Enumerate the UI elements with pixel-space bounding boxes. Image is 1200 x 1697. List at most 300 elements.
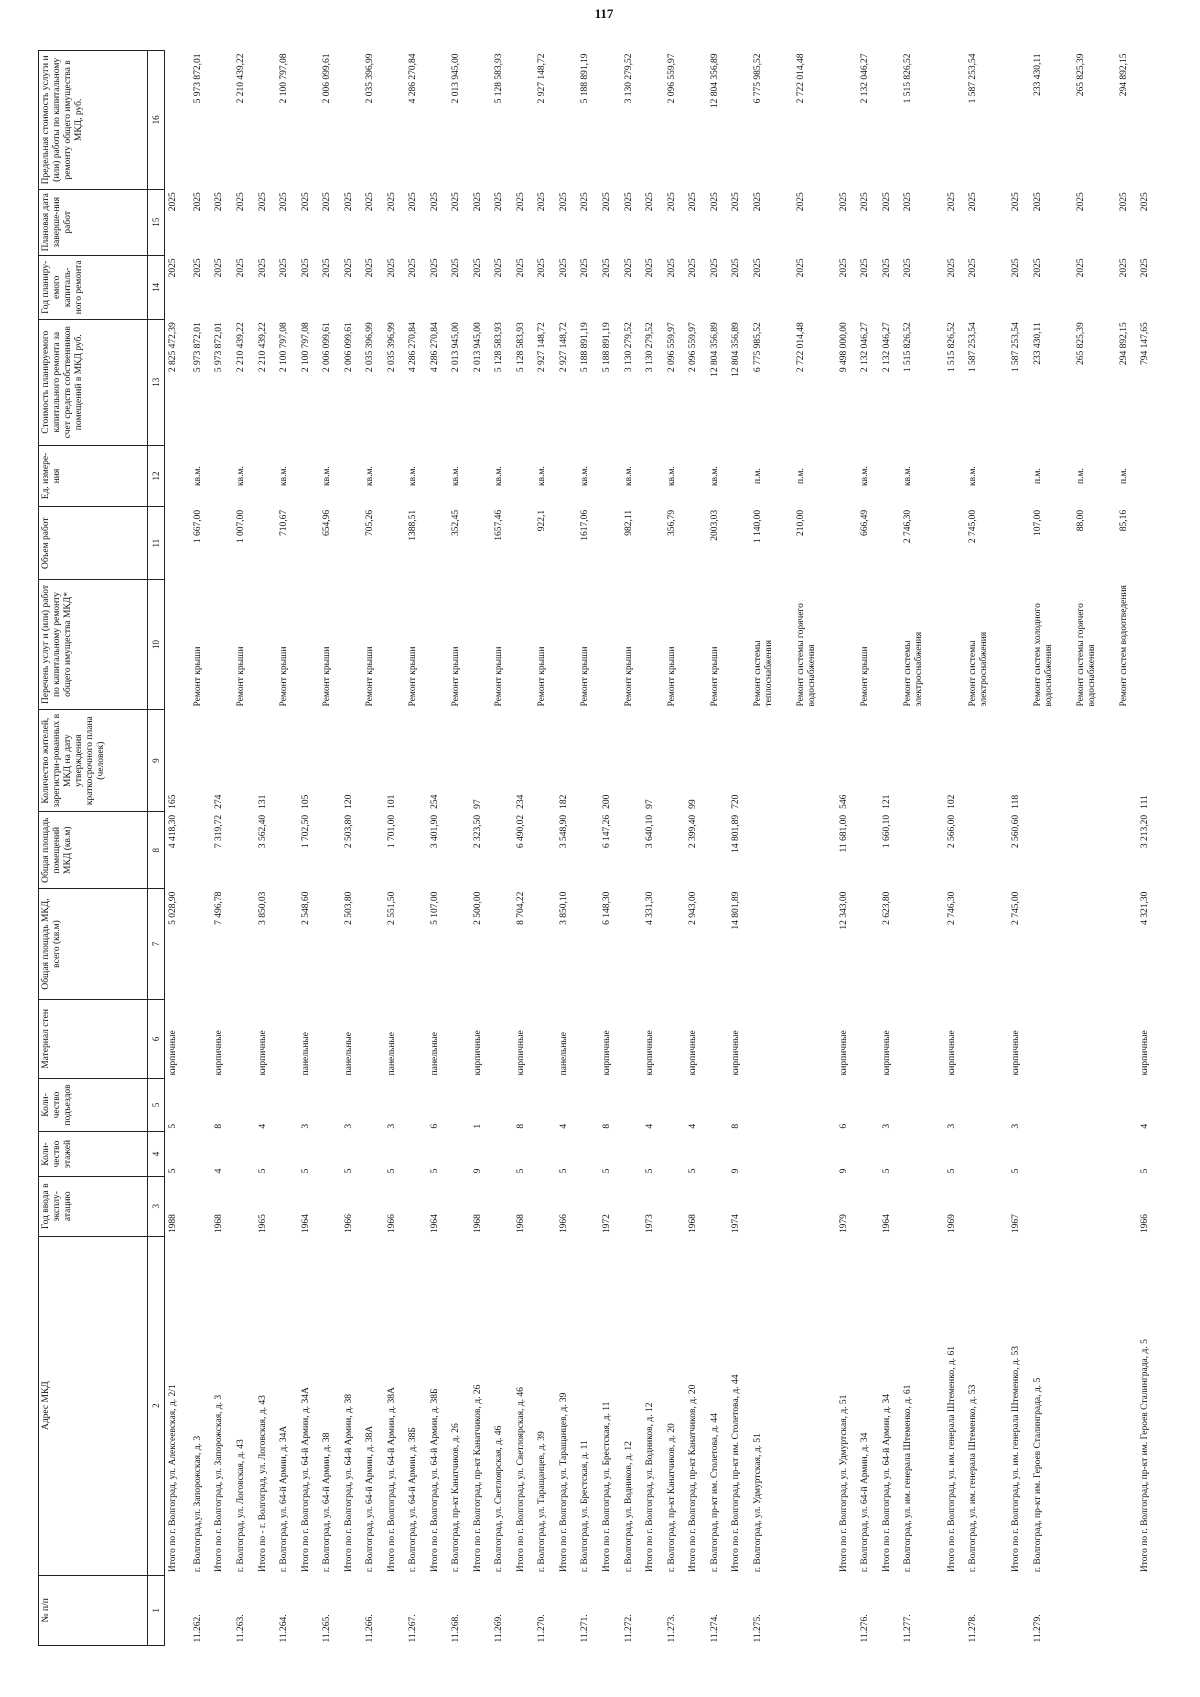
cell-work-type: Ремонт системы электроснабжения bbox=[903, 631, 925, 707]
cell-floors: 5 bbox=[645, 1168, 656, 1174]
cell-max-cost: 2 132 046,27 bbox=[860, 53, 871, 104]
cell-repair-year: 2025 bbox=[1140, 258, 1151, 278]
table-row bbox=[408, 51, 430, 1646]
cell-max-cost bbox=[516, 51, 538, 190]
cell-total-area bbox=[365, 889, 387, 1000]
cell-commission-year bbox=[494, 1176, 516, 1236]
cell-entrances bbox=[365, 1078, 387, 1131]
cell-commission-year: 1967 bbox=[1011, 1214, 1022, 1234]
cell-premises-area bbox=[322, 812, 344, 889]
cell-completion-year: 2025 bbox=[838, 192, 849, 212]
cell-repair-year: 2025 bbox=[623, 258, 634, 278]
cell-unit: п.м. bbox=[795, 468, 806, 484]
cell-row-number: 11.273. bbox=[666, 1614, 677, 1643]
cell-cost: 2 013 945,00 bbox=[472, 322, 483, 373]
table-row bbox=[365, 51, 387, 1646]
cell-work-volume: 2003,03 bbox=[709, 509, 720, 541]
cell-work-type bbox=[301, 579, 323, 709]
cell-unit: кв.м. bbox=[408, 466, 419, 486]
cell-row-number: 11.267. bbox=[408, 1614, 419, 1643]
cell-address: г. Волгоград, ул. Водников, д. 12 bbox=[623, 1441, 634, 1573]
cell-row-number: 11.262. bbox=[192, 1614, 203, 1643]
cell-total-area: 2 943,00 bbox=[688, 891, 699, 925]
cell-total-area: 5 107,00 bbox=[429, 891, 440, 925]
cell-work-type bbox=[430, 579, 452, 709]
total-row bbox=[344, 51, 366, 1646]
cell-floors bbox=[365, 1132, 387, 1177]
cell-wall-material bbox=[1033, 999, 1076, 1078]
cell-cost: 2 035 396,99 bbox=[365, 322, 376, 373]
cell-work-volume: 85,16 bbox=[1118, 509, 1129, 532]
cell-entrances: 3 bbox=[881, 1123, 892, 1129]
cell-max-cost bbox=[473, 51, 495, 190]
cell-total-area bbox=[1033, 889, 1076, 1000]
cell-cost: 5 188 891,19 bbox=[602, 322, 613, 373]
cell-row-number bbox=[258, 1575, 280, 1645]
cell-completion-year: 2025 bbox=[1032, 192, 1043, 212]
total-row bbox=[882, 51, 904, 1646]
cell-entrances bbox=[451, 1078, 473, 1131]
table-row bbox=[1119, 51, 1141, 1646]
cell-total-area bbox=[1076, 889, 1119, 1000]
cell-unit bbox=[731, 445, 753, 507]
cell-row-number: 11.269. bbox=[494, 1614, 505, 1643]
cell-residents: 97 bbox=[472, 799, 483, 809]
cell-entrances bbox=[408, 1078, 430, 1131]
cell-commission-year: 1965 bbox=[257, 1214, 268, 1234]
cell-work-volume: 710,67 bbox=[279, 509, 290, 537]
cell-commission-year bbox=[279, 1176, 301, 1236]
capital-repair-table bbox=[38, 50, 1162, 1646]
cell-address: Итого по г. Волгоград, пр-кт им. Столетова, д. 44 bbox=[731, 1374, 742, 1573]
cell-address: г. Волгоград, ул. Светлоярская, д. 46 bbox=[494, 1425, 505, 1573]
column-number-15: 15 bbox=[148, 189, 165, 255]
cell-unit bbox=[1011, 445, 1033, 507]
cell-unit bbox=[882, 445, 904, 507]
cell-work-type bbox=[473, 579, 495, 709]
cell-floors bbox=[903, 1132, 946, 1177]
column-number-row bbox=[148, 51, 165, 1646]
cell-work-volume: 1657,46 bbox=[494, 509, 505, 541]
cell-work-volume: 2 746,30 bbox=[903, 509, 914, 544]
cell-row-number bbox=[731, 1575, 753, 1645]
cell-residents: 274 bbox=[214, 794, 225, 809]
cell-wall-material bbox=[279, 999, 301, 1078]
cell-residents bbox=[903, 709, 946, 811]
cell-cost: 12 804 356,89 bbox=[709, 322, 720, 377]
cell-work-volume bbox=[731, 507, 753, 580]
cell-wall-material: панельные bbox=[343, 1031, 354, 1076]
cell-total-area bbox=[494, 889, 516, 1000]
cell-total-area: 12 343,00 bbox=[838, 891, 849, 930]
cell-address bbox=[796, 1236, 839, 1575]
cell-work-type: Ремонт систем водоотведения bbox=[1118, 585, 1129, 707]
cell-wall-material: кирпичные bbox=[168, 1030, 178, 1076]
total-row bbox=[387, 51, 409, 1646]
cell-entrances bbox=[322, 1078, 344, 1131]
cell-premises-area: 1 701,00 bbox=[386, 814, 397, 849]
cell-floors: 9 bbox=[731, 1168, 742, 1174]
cell-wall-material: кирпичные bbox=[602, 1030, 613, 1076]
cell-cost: 2 096 559,97 bbox=[666, 322, 677, 373]
table-row bbox=[193, 51, 215, 1646]
cell-address: Итого по г. Волгоград, ул. им. генерала Штеменко, д. 61 bbox=[946, 1346, 957, 1573]
cell-wall-material: кирпичные bbox=[731, 1030, 742, 1076]
cell-floors: 5 bbox=[1140, 1168, 1151, 1174]
cell-unit: кв.м. bbox=[709, 466, 720, 486]
cell-work-type bbox=[1140, 579, 1162, 709]
cell-repair-year: 2025 bbox=[192, 258, 203, 278]
cell-commission-year: 1988 bbox=[168, 1214, 178, 1234]
cell-premises-area bbox=[494, 812, 516, 889]
cell-repair-year: 2025 bbox=[343, 258, 354, 278]
cell-completion-year: 2025 bbox=[903, 192, 914, 212]
column-number-9: 9 bbox=[148, 709, 165, 811]
cell-address: г. Волгоград, пр-кт Канатчиков, д. 20 bbox=[666, 1423, 677, 1573]
cell-cost: 2 100 797,08 bbox=[279, 322, 290, 373]
cell-unit: кв.м. bbox=[365, 466, 376, 486]
cell-work-volume: 1617,06 bbox=[580, 509, 591, 541]
cell-completion-year: 2025 bbox=[1011, 192, 1022, 212]
cell-residents: 120 bbox=[343, 794, 354, 809]
cell-total-area: 2 745,00 bbox=[1011, 891, 1022, 925]
cell-row-number bbox=[430, 1575, 452, 1645]
cell-floors bbox=[796, 1132, 839, 1177]
cell-wall-material: кирпичные bbox=[214, 1030, 225, 1076]
cell-floors bbox=[667, 1132, 689, 1177]
cell-address: г. Волгоград, ул. 64-й Армии, д. 38 bbox=[322, 1432, 333, 1573]
cell-residents bbox=[968, 709, 1011, 811]
cell-max-cost bbox=[947, 51, 969, 190]
cell-premises-area: 2 560,60 bbox=[1011, 814, 1022, 849]
cell-commission-year bbox=[451, 1176, 473, 1236]
cell-total-area bbox=[408, 889, 430, 1000]
cell-total-area: 6 148,30 bbox=[602, 891, 613, 925]
cell-cost: 2 035 396,99 bbox=[386, 322, 397, 373]
cell-address: Итого по г. Волгоград, ул. Таращанцев, д. 39 bbox=[558, 1392, 569, 1573]
cell-work-type bbox=[1011, 579, 1033, 709]
cell-repair-year: 2025 bbox=[537, 258, 548, 278]
cell-work-type bbox=[602, 579, 624, 709]
cell-entrances: 6 bbox=[838, 1123, 849, 1129]
cell-cost: 6 775 985,52 bbox=[752, 322, 763, 373]
cell-entrances: 8 bbox=[214, 1123, 225, 1129]
cell-residents bbox=[1119, 709, 1141, 811]
cell-address: Итого по - г. Волгоград, ул. Логовская, д. 43 bbox=[257, 1395, 268, 1573]
cell-entrances: 1 bbox=[472, 1123, 483, 1129]
cell-work-type bbox=[882, 579, 904, 709]
cell-work-volume bbox=[344, 507, 366, 580]
cell-repair-year: 2025 bbox=[257, 258, 268, 278]
cell-premises-area bbox=[451, 812, 473, 889]
cell-commission-year bbox=[1076, 1176, 1119, 1236]
cell-entrances bbox=[710, 1078, 732, 1131]
cell-floors bbox=[580, 1132, 602, 1177]
cell-work-volume: 666,49 bbox=[860, 509, 871, 537]
cell-unit bbox=[559, 445, 581, 507]
cell-unit: п.м. bbox=[1075, 468, 1086, 484]
cell-entrances: 4 bbox=[1140, 1123, 1151, 1129]
cell-work-type: Ремонт систем холодного водоснабжения bbox=[1032, 603, 1054, 707]
cell-repair-year: 2025 bbox=[279, 258, 290, 278]
cell-unit: кв.м. bbox=[903, 466, 914, 486]
cell-completion-year: 2025 bbox=[795, 192, 806, 212]
cell-work-volume bbox=[882, 507, 904, 580]
cell-total-area bbox=[860, 889, 882, 1000]
cell-residents: 546 bbox=[838, 794, 849, 809]
column-header-12: Ед. измере-ния bbox=[39, 445, 148, 507]
cell-address bbox=[1119, 1236, 1141, 1575]
cell-floors bbox=[1033, 1132, 1076, 1177]
cell-total-area bbox=[710, 889, 732, 1000]
cell-work-volume: 210,00 bbox=[795, 509, 806, 537]
cell-cost: 2 006 099,61 bbox=[343, 322, 354, 373]
cell-total-area: 8 704,22 bbox=[515, 891, 526, 925]
cell-wall-material: кирпичные bbox=[645, 1030, 656, 1076]
cell-work-volume bbox=[165, 507, 193, 580]
cell-work-type: Ремонт крыши bbox=[235, 646, 246, 707]
cell-premises-area bbox=[667, 812, 689, 889]
column-header-14: Год планиру-емого капиталь-ного ремонта bbox=[39, 255, 148, 319]
cell-work-type: Ремонт крыши bbox=[666, 646, 677, 707]
cell-completion-year: 2025 bbox=[558, 192, 569, 212]
cell-completion-year: 2025 bbox=[429, 192, 440, 212]
cell-commission-year: 1969 bbox=[946, 1214, 957, 1234]
cell-address: Итого по г. Волгоград, ул. Брестская, д. 11 bbox=[602, 1401, 613, 1573]
cell-cost: 2 132 046,27 bbox=[881, 322, 892, 373]
cell-unit bbox=[301, 445, 323, 507]
total-row bbox=[214, 51, 236, 1646]
cell-work-type bbox=[516, 579, 538, 709]
cell-residents: 97 bbox=[645, 799, 656, 809]
cell-total-area bbox=[624, 889, 646, 1000]
cell-row-number bbox=[516, 1575, 538, 1645]
cell-premises-area: 2 503,80 bbox=[343, 814, 354, 849]
cell-address: г. Волгоград, ул. Таращанцев, д. 39 bbox=[537, 1431, 548, 1573]
cell-row-number bbox=[1011, 1575, 1033, 1645]
cell-residents bbox=[1076, 709, 1119, 811]
cell-premises-area bbox=[279, 812, 301, 889]
table-row bbox=[580, 51, 602, 1646]
cell-work-type bbox=[559, 579, 581, 709]
cell-work-volume bbox=[839, 507, 861, 580]
cell-wall-material: кирпичные bbox=[946, 1030, 957, 1076]
cell-completion-year: 2025 bbox=[365, 192, 376, 212]
cell-unit: п.м. bbox=[1118, 468, 1129, 484]
cell-unit bbox=[214, 445, 236, 507]
cell-address: Итого по г. Волгоград, ул. Алексеевская, д. 2/1 bbox=[168, 1384, 178, 1573]
cell-floors bbox=[236, 1132, 258, 1177]
cell-unit bbox=[645, 445, 667, 507]
cell-work-type: Ремонт крыши bbox=[322, 646, 333, 707]
cell-repair-year: 2025 bbox=[666, 258, 677, 278]
cell-commission-year: 1968 bbox=[688, 1214, 699, 1234]
cell-residents bbox=[193, 709, 215, 811]
cell-premises-area bbox=[537, 812, 559, 889]
cell-work-volume bbox=[258, 507, 280, 580]
cell-entrances bbox=[580, 1078, 602, 1131]
cell-address: г. Волгоград, ул. 64-й Армии, д. 38А bbox=[365, 1425, 376, 1573]
cell-work-volume: 1 667,00 bbox=[192, 509, 203, 544]
cell-wall-material: кирпичные bbox=[688, 1030, 699, 1076]
cell-work-volume bbox=[473, 507, 495, 580]
cell-total-area: 2 551,50 bbox=[386, 891, 397, 925]
cell-completion-year: 2025 bbox=[537, 192, 548, 212]
cell-max-cost: 3 130 279,52 bbox=[623, 53, 634, 104]
cell-row-number bbox=[559, 1575, 581, 1645]
cell-row-number: 11.275. bbox=[752, 1614, 763, 1643]
cell-total-area: 4 321,30 bbox=[1140, 891, 1151, 925]
cell-work-volume: 107,00 bbox=[1032, 509, 1043, 537]
cell-unit: кв.м. bbox=[192, 466, 203, 486]
cell-total-area bbox=[537, 889, 559, 1000]
cell-address: г. Волгоград, пр-кт им. Столетова, д. 44 bbox=[709, 1413, 720, 1573]
cell-row-number: 11.270. bbox=[537, 1614, 548, 1643]
cell-floors bbox=[408, 1132, 430, 1177]
cell-total-area: 4 331,30 bbox=[645, 891, 656, 925]
cell-max-cost: 5 128 583,93 bbox=[494, 53, 505, 104]
cell-row-number bbox=[688, 1575, 710, 1645]
cell-completion-year: 2025 bbox=[731, 192, 742, 212]
total-row bbox=[559, 51, 581, 1646]
cell-commission-year bbox=[860, 1176, 882, 1236]
cell-max-cost bbox=[602, 51, 624, 190]
cell-residents bbox=[1033, 709, 1076, 811]
cell-floors bbox=[753, 1132, 796, 1177]
column-number-11: 11 bbox=[148, 507, 165, 580]
cell-floors bbox=[322, 1132, 344, 1177]
cell-premises-area: 11 681,00 bbox=[838, 814, 849, 853]
cell-repair-year: 2025 bbox=[709, 258, 720, 278]
cell-cost: 12 804 356,89 bbox=[731, 322, 742, 377]
cell-residents bbox=[408, 709, 430, 811]
cell-premises-area: 2 323,50 bbox=[472, 814, 483, 849]
cell-max-cost bbox=[214, 51, 236, 190]
cell-entrances bbox=[624, 1078, 646, 1131]
table-row bbox=[968, 51, 1011, 1646]
cell-total-area: 2 548,60 bbox=[300, 891, 311, 925]
cell-cost: 2 013 945,00 bbox=[451, 322, 462, 373]
column-number-12: 12 bbox=[148, 445, 165, 507]
cell-repair-year: 2025 bbox=[688, 258, 699, 278]
cell-repair-year: 2025 bbox=[731, 258, 742, 278]
cell-total-area: 7 496,78 bbox=[214, 891, 225, 925]
table-row bbox=[860, 51, 882, 1646]
cell-row-number: 11.266. bbox=[365, 1614, 376, 1643]
cell-floors: 5 bbox=[688, 1168, 699, 1174]
cell-unit bbox=[839, 445, 861, 507]
cell-premises-area: 1 660,10 bbox=[881, 814, 892, 849]
cell-premises-area bbox=[710, 812, 732, 889]
cell-commission-year bbox=[624, 1176, 646, 1236]
total-row bbox=[839, 51, 861, 1646]
cell-floors: 5 bbox=[386, 1168, 397, 1174]
table-header bbox=[39, 51, 165, 1646]
cell-premises-area bbox=[580, 812, 602, 889]
cell-floors bbox=[968, 1132, 1011, 1177]
cell-premises-area: 2 399,40 bbox=[688, 814, 699, 849]
cell-floors: 9 bbox=[472, 1168, 483, 1174]
table-row bbox=[667, 51, 689, 1646]
cell-total-area bbox=[903, 889, 946, 1000]
cell-row-number bbox=[301, 1575, 323, 1645]
cell-entrances: 4 bbox=[645, 1123, 656, 1129]
column-header-8: Общая площадь помещений МКД (кв.м) bbox=[39, 812, 148, 889]
cell-address: Итого по г. Волгоград, пр-кт Канатчиков, д. 26 bbox=[472, 1384, 483, 1573]
cell-cost: 3 130 279,52 bbox=[623, 322, 634, 373]
cell-max-cost: 1 515 826,52 bbox=[903, 53, 914, 104]
cell-completion-year: 2025 bbox=[257, 192, 268, 212]
table-row bbox=[322, 51, 344, 1646]
cell-cost: 3 130 279,52 bbox=[645, 322, 656, 373]
cell-work-type: Ремонт системы горячего водоснабжения bbox=[1075, 603, 1097, 707]
cell-repair-year: 2025 bbox=[494, 258, 505, 278]
cell-cost: 2 006 099,61 bbox=[322, 322, 333, 373]
cell-floors: 5 bbox=[1011, 1168, 1022, 1174]
cell-address: г. Волгоград, ул. 64-й Армии, д. 34А bbox=[279, 1425, 290, 1573]
cell-wall-material: панельные bbox=[300, 1031, 311, 1076]
cell-completion-year: 2025 bbox=[709, 192, 720, 212]
cell-cost: 2 132 046,27 bbox=[860, 322, 871, 373]
cell-completion-year: 2025 bbox=[168, 192, 178, 212]
cell-repair-year: 2025 bbox=[322, 258, 333, 278]
cell-commission-year bbox=[710, 1176, 732, 1236]
column-header-6: Материал стен bbox=[39, 999, 148, 1078]
cell-cost: 1 515 826,52 bbox=[903, 322, 914, 373]
cell-row-number bbox=[839, 1575, 861, 1645]
table-row bbox=[624, 51, 646, 1646]
cell-unit bbox=[165, 445, 193, 507]
cell-address bbox=[1076, 1236, 1119, 1575]
cell-wall-material bbox=[408, 999, 430, 1078]
cell-floors bbox=[1119, 1132, 1141, 1177]
cell-entrances: 4 bbox=[688, 1123, 699, 1129]
cell-premises-area: 2 566,00 bbox=[946, 814, 957, 849]
cell-floors: 5 bbox=[881, 1168, 892, 1174]
cell-work-volume: 88,00 bbox=[1075, 509, 1086, 532]
cell-commission-year: 1974 bbox=[731, 1214, 742, 1234]
cell-wall-material: кирпичные bbox=[881, 1030, 892, 1076]
cell-max-cost: 2 006 099,61 bbox=[322, 53, 333, 104]
cell-floors: 5 bbox=[257, 1168, 268, 1174]
cell-repair-year: 2025 bbox=[860, 258, 871, 278]
cell-repair-year: 2025 bbox=[968, 258, 979, 278]
cell-unit: кв.м. bbox=[279, 466, 290, 486]
cell-max-cost: 5 973 872,01 bbox=[192, 53, 203, 104]
cell-row-number: 11.277. bbox=[903, 1614, 914, 1643]
cell-cost: 9 498 000,00 bbox=[838, 322, 849, 373]
cell-row-number bbox=[645, 1575, 667, 1645]
cell-max-cost bbox=[1011, 51, 1033, 190]
cell-work-type bbox=[344, 579, 366, 709]
cell-work-volume bbox=[645, 507, 667, 580]
cell-commission-year bbox=[1119, 1176, 1141, 1236]
cell-wall-material bbox=[236, 999, 258, 1078]
cell-residents bbox=[494, 709, 516, 811]
cell-repair-year: 2025 bbox=[300, 258, 311, 278]
cell-row-number bbox=[214, 1575, 236, 1645]
cell-residents: 101 bbox=[386, 794, 397, 809]
cell-max-cost: 265 825,39 bbox=[1075, 53, 1086, 97]
cell-entrances: 8 bbox=[515, 1123, 526, 1129]
cell-cost: 294 892,15 bbox=[1118, 322, 1129, 366]
cell-row-number: 11.279. bbox=[1032, 1614, 1043, 1643]
cell-commission-year bbox=[968, 1176, 1011, 1236]
header-row bbox=[39, 51, 148, 1646]
cell-residents bbox=[279, 709, 301, 811]
cell-work-volume: 922,1 bbox=[537, 509, 548, 532]
cell-premises-area bbox=[408, 812, 430, 889]
